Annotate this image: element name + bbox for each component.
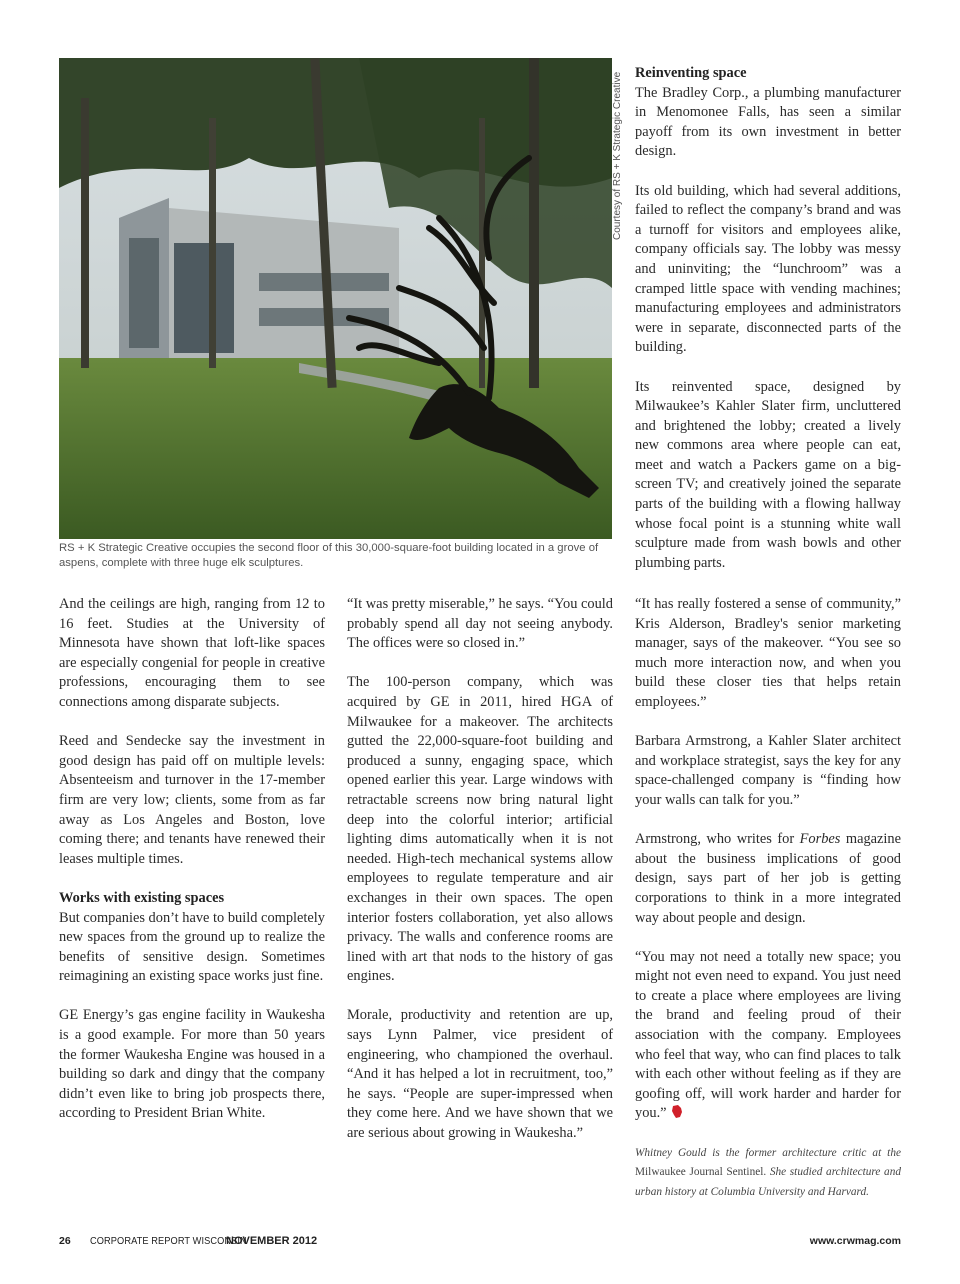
website-link[interactable]: www.crwmag.com [809, 1235, 901, 1247]
paragraph: Its old building, which had several additions, failed to reflect the company’s brand and was a turnoff for visitors and employees alike, company officials say. The lobby was messy and uninviting; the “lunchroom” was a cramped little space with vending machines; manufacturing employees and administrators were in separate, disconnected parts of the building. [635, 182, 901, 356]
closing-paragraph: “You may not need a totally new space; you might not even need to expand. You just need to create a place where employees are living the brand and feeling proud of their association with the company. Employees who feel that way, who can find places to talk with each other without feeling as if they are goofing off, will work harder and harder for you.” [635, 948, 901, 1122]
paragraph: Armstrong, who writes for Forbes magazine about the business implications of good design, says part of her job is getting corporations to think in a more integrated way about people and design. [635, 831, 902, 926]
column-left [59, 595, 325, 1144]
paragraph: “It has really fostered a sense of community,” Kris Alderson, Bradley's senior marketing manager, says of the makeover. “You see so much more interaction now, and when you build these closer ties that helps retain employees.” [635, 596, 901, 710]
column-right-top [635, 64, 901, 593]
column-middle [347, 595, 613, 1163]
section-heading-works-with-existing-spaces: Works with existing spaces [59, 889, 225, 906]
paragraph: The Bradley Corp., a plumbing manufacturer in Menomonee Falls, has seen a similar payoff from its own investment in better design. [635, 84, 901, 160]
page-footer [59, 1235, 901, 1251]
paragraph: GE Energy’s gas engine facility in Waukesha is a good example. For more than 50 years the former Waukesha Engine was housed in a building so dark and dingy that the company didn’t even like to bring job prospects there, according to President Brian White. [59, 1007, 325, 1122]
wisconsin-end-mark-icon [671, 1105, 683, 1119]
paragraph: Barbara Armstrong, a Kahler Slater architect and workplace strategist, says the key for any space-challenged company is “finding how your walls can talk for you.” [635, 733, 901, 808]
author-bio: Whitney Gould is the former architecture critic at the Milwaukee Journal Sentinel. She studied architecture and urban history at Columbia University and Harvard. [635, 1146, 902, 1198]
photo-illustration [59, 58, 612, 539]
paragraph: Its reinvented space, designed by Milwaukee’s Kahler Slater firm, uncluttered and brightened the lobby; created a lively new commons area where people can eat, meet and watch a Packers game on a big-screen TV; and creatively joined the separate parts of the building with a flowing hallway whose focal point is a stunning white wall sculpture made from wash bowls and other plumbing parts. [635, 378, 901, 571]
publication-name: CORPORATE REPORT WISCONSIN [90, 1235, 247, 1247]
page-number: 26 [59, 1235, 71, 1247]
section-heading-reinventing-space: Reinventing space [635, 65, 747, 81]
publication-name: Forbes [799, 831, 841, 848]
paragraph: The 100-person company, which was acquired by GE in 2011, hired HGA of Milwaukee for a makeover. The architects gutted the 22,000-square-foot building and produced a sunny, engaging space, which opened earlier this year. Large windows with retractable screens now bring natural light deep into the colorful interior; artificial lighting dims automatically when it is not needed. High-tech mechanical systems allow employees to regulate temperature and air exchanges in their own spaces. The open interior fosters collaboration, yet also allows privacy. The walls and conference rooms are lined with art that nods to the history of gas engines. [347, 674, 613, 985]
photo-credit: Courtesy of RS + K Strategic Creative [612, 71, 623, 240]
photo-caption: RS + K Strategic Creative occupies the second floor of this 30,000-square-foot building located in a grove of aspens, complete with three huge elk sculptures. [59, 542, 599, 569]
paragraph: Morale, productivity and retention are up, says Lynn Palmer, vice president of engineering, who championed the overhaul. “And it has helped a lot in recruitment, too,” he says. “People are super-impressed when they come here. And we have shown that we are serious about growing in Waukesha.” [347, 1007, 613, 1142]
issue-date: NOVEMBER 2012 [226, 1235, 318, 1247]
paragraph: But companies don’t have to build completely new spaces from the ground up to realize the benefits of sensitive design. Sometimes reimagining an existing space works just fine. [59, 909, 325, 985]
column-right [635, 595, 901, 1222]
paragraph: “It was pretty miserable,” he says. “You could probably spend all day not seeing anybody. The offices were so closed in.” [347, 596, 613, 652]
paragraph: And the ceilings are high, ranging from 12 to 16 feet. Studies at the University of Minnesota have shown that loft-like spaces are especially congenial for people in creative professions, encouraging them to see connections among disparate subjects. [59, 596, 325, 710]
paragraph: Reed and Sendecke say the investment in good design has paid off on multiple levels: Absenteeism and turnover in the 17-member firm are very low; clients, some from as far away as Los Angeles and Boston, love coming there; and tenants have renewed their leases multiple times. [59, 733, 325, 867]
feature-photo [59, 58, 612, 539]
